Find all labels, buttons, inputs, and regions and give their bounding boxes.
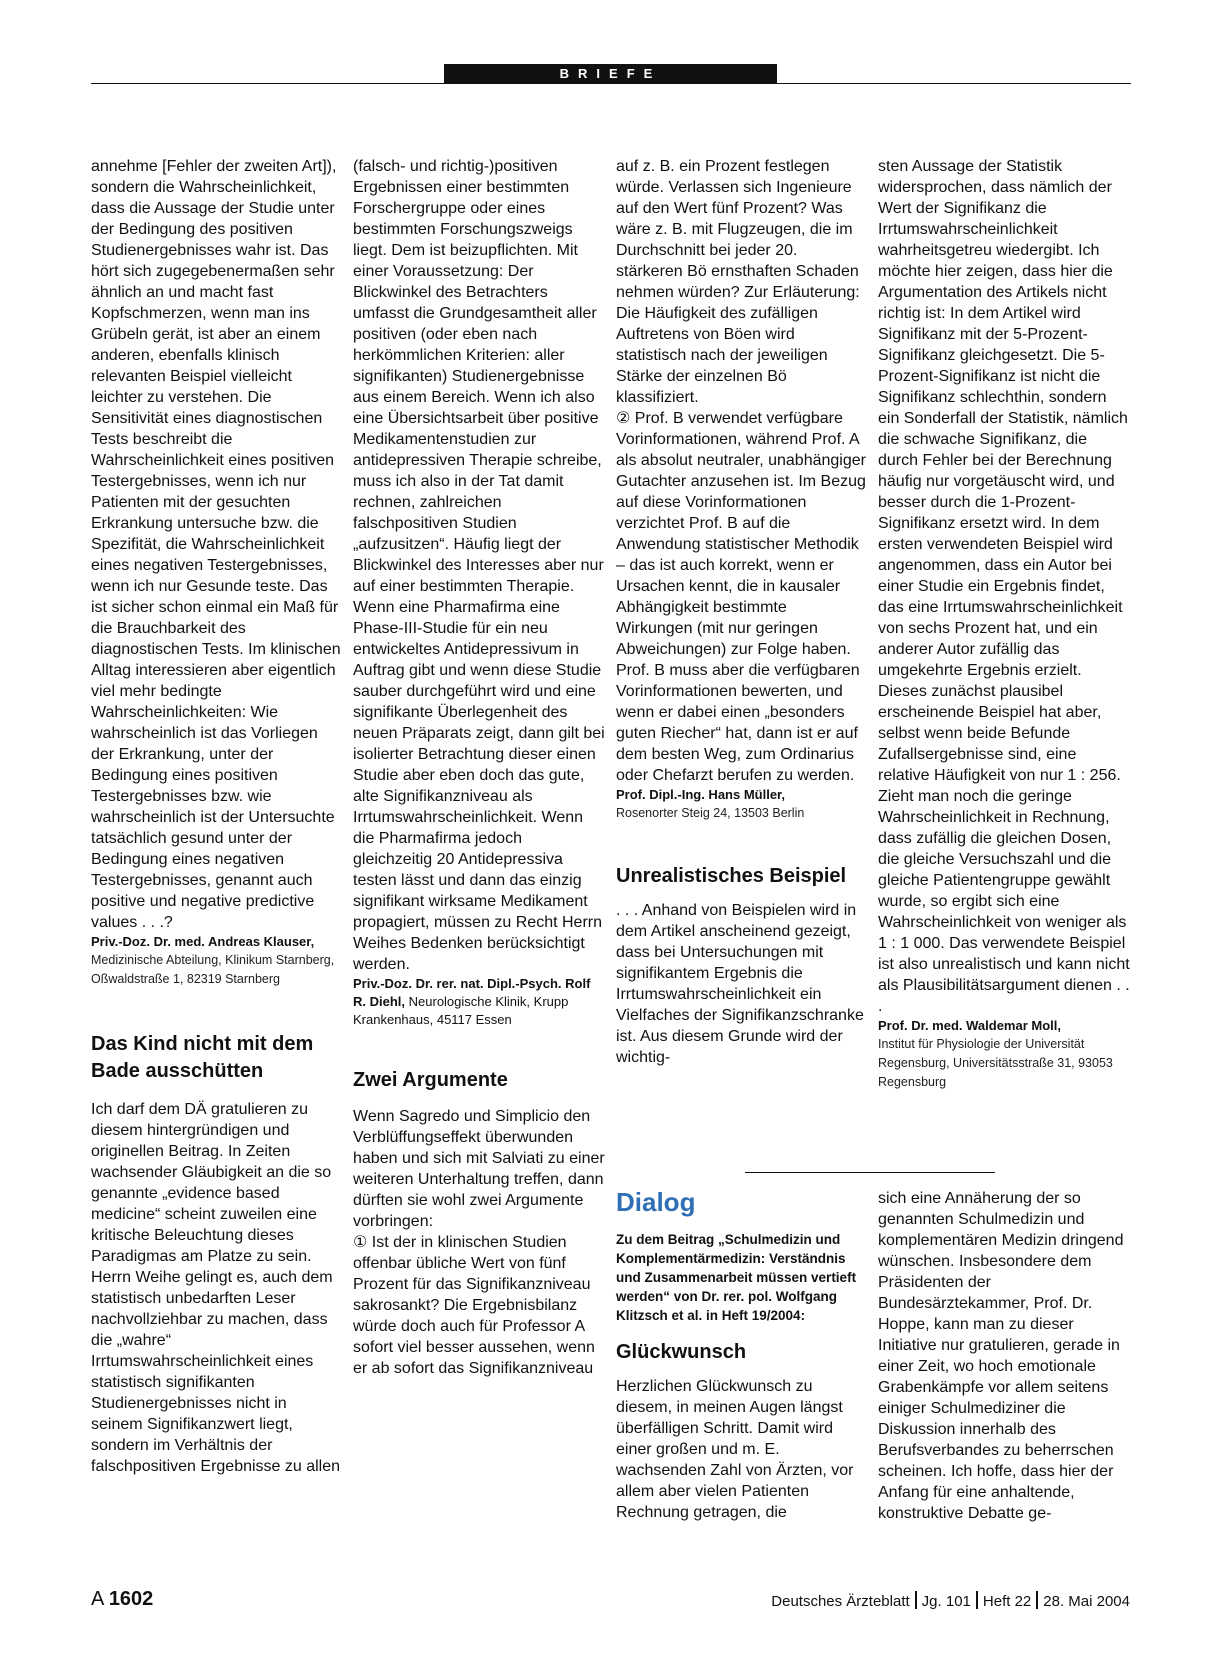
column-2: [353, 156, 605, 1379]
letter-heading: Das Kind nicht mit dem Bade ausschütten: [91, 1033, 314, 1082]
journal-footer: Deutsches Ärzteblatt Jg. 101 Heft 22 28. Mai 2004: [771, 1593, 1130, 1610]
letter-text: ② Prof. B verwendet verfügbare Vorinformationen, während Prof. A als absolut neutraler, unabhängiger Gutachter anzusehen ist. Im Bezug auf diese Vorinformationen verzichtet Prof. B auf die Anwendung statistischer Methodik – das ist auch korrekt, wenn er Ursachen kennt, die in kausaler Abhängigkeit bestimmte Wirkungen (mit nur geringen Abweichungen) zur Folge haben. Prof. B muss aber die verfügbaren Vorinformationen bewerten, und wenn er dabei einen „besonders guten Riecher“ hat, dann ist er auf dem besten Weg, zum Ordinarius oder Chefarzt berufen zu werden.: [616, 410, 866, 784]
dialog-title: Dialog: [616, 1187, 696, 1217]
letter-heading: Unrealistisches Beispiel: [616, 865, 847, 887]
letter-text: ① Ist der in klinischen Studien offenbar übliche Wert von fünf Prozent für das Signifikanzniveau sakrosankt? Die Ergebnisbilanz würde doch auch für Professor A sofort viel besser aussehen, wenn er ab sofort das Signifikanzniveau: [353, 1234, 595, 1377]
letter-text: Herzlichen Glückwunsch zu diesem, in meinen Augen längst überfälligen Schritt. Damit wird einer großen und m. E. wachsenden Zahl von Ärzten, vor allem aber vielen Patienten Rechnung getragen, die: [616, 1378, 854, 1521]
column-1: [91, 156, 341, 1477]
section-divider: [745, 1172, 995, 1173]
dialog-intro: Zu dem Beitrag „Schulmedizin und Komplementärmedizin: Verständnis und Zusammenarbeit müssen vertieft werden“ von Dr. rer. pol. Wolfgang Klitzsch et al. in Heft 19/2004:: [616, 1232, 857, 1323]
letter-text: Herrn Weihe gelingt es, auch dem statistisch unbedarften Leser nachvollziehbar zu machen, dass die „wahre“ Irrtumswahrscheinlichkeit eines statistisch signifikanten Studienergebnisses nicht in seinem Signifikanzwert liegt, sondern im Verhältnis der falschpositiven Ergebnisse zu allen: [91, 1269, 341, 1475]
letter-heading: Glückwunsch: [616, 1341, 747, 1363]
letter-text: annehme [Fehler der zweiten Art]), sondern die Wahrscheinlichkeit, dass die Aussage der Studie unter der Bedingung des positiven Studienergebnisses wahr ist. Das hört sich zugegebenermaßen sehr ähnlich an und macht fast Kopfschmerzen, wenn man ins Grübeln gerät, ist aber an einem anderen, ebenfalls klinisch relevanten Beispiel vielleicht leichter zu verstehen. Die Sensitivität eines diagnostischen Tests beschreibt die Wahrscheinlichkeit eines positiven Testergebnisses, wenn ich nur Patienten mit der gesuchten Erkrankung untersuche bzw. die Spezifität, die Wahrscheinlichkeit eines negativen Testergebnisses, wenn ich nur Gesunde teste. Das ist sicher schon einmal ein Maß für die Brauchbarkeit des diagnostischen Tests. Im klinischen Alltag interessieren aber eigentlich viel mehr bedingte Wahrscheinlichkeiten: Wie wahrscheinlich ist das Vorliegen der Erkrankung, unter der Bedingung eines positiven Testergebnisses bzw. wie wahrscheinlich ist der Untersuchte tatsächlich gesund unter der Bedingung eines negativen Testergebnisses, genannt auch positive und negative predictive values . . .?: [91, 158, 341, 931]
letter-text: Ich darf dem DÄ gratulieren zu diesem hintergründigen und originellen Beitrag. In Zeiten wachsender Gläubigkeit an die so genannte „evidence based medicine“ scheint zuweilen eine kritische Beleuchtung dieses Paradigmas am Platze zu sein.: [91, 1101, 332, 1265]
letter-text: . . . Anhand von Beispielen wird in dem Artikel anscheinend gezeigt, dass bei Untersuchungen mit signifikantem Ergebnis die Irrtumswahrscheinlichkeit ein Vielfaches der Signifikanzschranke ist. Aus diesem Grunde wird der wichtig-: [616, 902, 864, 1066]
letter-address: Medizinische Abteilung, Klinikum Starnberg, Oßwaldstraße 1, 82319 Starnberg: [91, 953, 335, 986]
dialog-section: [616, 1186, 866, 1523]
page-number: A 1602: [91, 1588, 154, 1610]
letter-text: Wenn Sagredo und Simplicio den Verblüffungseffekt überwunden haben und sich mit Salviati zu einer weiteren Unterhaltung treffen, dann dürften sie wohl zwei Argumente vorbringen:: [353, 1108, 605, 1230]
letter-text: auf z. B. ein Prozent festlegen würde. Verlassen sich Ingenieure auf den Wert fünf Prozent? Was wäre z. B. mit Flugzeugen, die im Durchschnitt bei jeder 20. stärkeren Bö ernsthaften Schaden nehmen würden? Zur Erläuterung: Die Häufigkeit des zufälligen Auftretens von Böen wird statistisch nach der jeweiligen Stärke der einzelnen Bö klassifiziert.: [616, 158, 860, 406]
letter-author: Prof. Dr. med. Waldemar Moll,: [878, 1018, 1061, 1033]
letter-heading: Zwei Argumente: [353, 1069, 508, 1091]
column-3: [616, 156, 866, 1068]
letter-address: Rosenorter Steig 24, 13503 Berlin: [616, 806, 805, 820]
letter-author: Prof. Dipl.-Ing. Hans Müller,: [616, 787, 786, 802]
letter-address: Institut für Physiologie der Universität Regensburg, Universitätsstraße 31, 93053 Regensburg: [878, 1037, 1113, 1089]
dialog-column-2: [878, 1188, 1130, 1524]
letter-text: sich eine Annäherung der so genannten Schulmedizin und komplementären Medizin dringend wünschen. Insbesondere dem Präsidenten der Bundesärztekammer, Prof. Dr. Hoppe, kann man zu dieser Initiative nur gratulieren, gerade in einer Zeit, wo hoch emotionale Grabenkämpfe vor allem seitens einiger Schulmediziner die Diskussion innerhalb des Berufsverbandes zu beherrschen scheinen. Ich hoffe, dass hier der Anfang für eine anhaltende, konstruktive Debatte ge-: [878, 1190, 1124, 1522]
letter-text: (falsch- und richtig-)positiven Ergebnissen einer bestimmten Forschergruppe oder eines bestimmten Forschungszweigs liegt. Dem ist beizupflichten. Mit einer Voraussetzung: Der Blickwinkel des Betrachters umfasst die Grundgesamtheit aller positiven (oder eben nach herkömmlichen Kriterien: aller signifikanten) Studienergebnisse aus einem Bereich. Wenn ich also eine Übersichtsarbeit über positive Medikamentenstudien zur antidepressiven Therapie schreibe, muss ich also in der Tat damit rechnen, zahlreichen falschpositiven Studien „aufzusitzen“. Häufig liegt der Blickwinkel des Interesses aber nur auf einer bestimmten Therapie. Wenn eine Pharmafirma eine Phase-III-Studie für ein neu entwickeltes Antidepressivum in Auftrag gibt und wenn diese Studie sauber durchgeführt wird und eine signifikante Überlegenheit des neuen Präparats zeigt, dann gilt bei isolierter Betrachtung dieser einen Studie aber eben doch das gute, alte Signifikanzniveau als Irrtumswahrscheinlichkeit. Wenn die Pharmafirma jedoch gleichzeitig 20 Antidepressiva testen lässt und dann das einzig signifikant wirksame Medikament propagiert, müssen zu Recht Herrn Weihes Bedenken berücksichtigt werden.: [353, 158, 605, 973]
section-header: BRIEFE: [444, 64, 777, 84]
letter-author: Priv.-Doz. Dr. med. Andreas Klauser,: [91, 934, 315, 949]
letter-author: Priv.-Doz. Dr. rer. nat. Dipl.-Psych. Rolf R. Diehl, Neurologische Klinik, Krupp Krankenhaus, 45117 Essen: [353, 976, 591, 1027]
column-4: [878, 156, 1130, 1092]
letter-text: sten Aussage der Statistik widersprochen, dass nämlich der Wert der Signifikanz die Irrtumswahrscheinlichkeit wahrheitsgetreu wiedergibt. Ich möchte hier zeigen, dass hier die Argumentation des Artikels nicht richtig ist: In dem Artikel wird Signifikanz mit der 5-Prozent-Signifikanz gleichgesetzt. Die 5-Prozent-Signifikanz ist nicht die Signifikanz schlechthin, sondern ein Sonderfall der Statistik, nämlich die schwache Signifikanz, die durch Fehler bei der Berechnung häufig nur vorgetäuscht wird, und besser durch die 1-Prozent-Signifikanz ersetzt wird. In dem ersten verwendeten Beispiel wird angenommen, dass ein Autor bei einer Studie ein Ergebnis findet, das eine Irrtumswahrscheinlichkeit von sechs Prozent hat, und ein anderer Autor zufällig das umgekehrte Ergebnis erzielt. Dieses zunächst plausibel erscheinende Beispiel hat aber, selbst wenn beide Befunde Zufallsergebnisse sind, eine relative Häufigkeit von nur 1 : 256. Zieht man noch die geringe Wahrscheinlichkeit in Rechnung, dass zufällig die gleichen Dosen, die gleiche Versuchszahl und die gleiche Patientengruppe gewählt wurde, so ergibt sich eine Wahrscheinlichkeit von weniger als 1 : 1 000. Das verwendete Beispiel ist also unrealistisch und kann nicht als Plausibilitätsargument dienen . . .: [878, 158, 1130, 1015]
